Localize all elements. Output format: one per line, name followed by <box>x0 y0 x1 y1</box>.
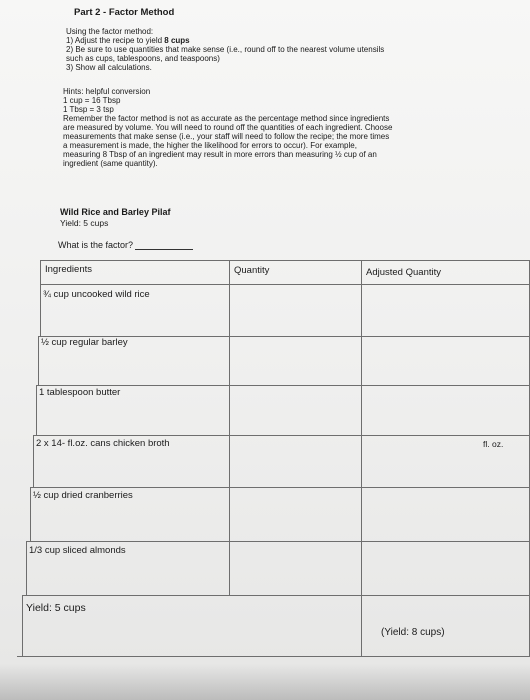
adjusted-cell-cranberries[interactable] <box>362 488 528 540</box>
header-adjusted-quantity: Adjusted Quantity <box>366 267 441 278</box>
table-border-left <box>26 541 27 595</box>
recipe-name: Wild Rice and Barley Pilaf <box>60 207 171 217</box>
table-border-left <box>40 260 41 336</box>
adjusted-cell-wild-rice[interactable] <box>362 285 528 335</box>
table-yield-original: Yield: 5 cups <box>26 602 86 614</box>
conversion-cup: 1 cup = 16 Tbsp <box>63 96 121 105</box>
hints-note-line: Remember the factor method is not as accurate as the percentage method since ingredients <box>63 114 390 123</box>
table-border-left <box>36 385 37 435</box>
recipe-yield: Yield: 5 cups <box>60 218 109 228</box>
hints-note-line: measuring 8 Tbsp of an ingredient may result in more errors than measuring ½ cup of an <box>63 150 377 159</box>
table-border-bottom <box>17 656 530 657</box>
table-border-left <box>30 487 31 541</box>
ingredient-wild-rice: ¾ cup uncooked wild rice <box>43 289 150 300</box>
adjusted-cell-chicken-broth[interactable] <box>362 436 478 486</box>
instructions-step-1: 1) Adjust the recipe to yield 8 cups <box>66 36 190 45</box>
table-border-left <box>33 435 34 487</box>
adjusted-unit-chicken-broth: fl. oz. <box>483 439 504 449</box>
quantity-cell-barley[interactable] <box>230 337 360 384</box>
instructions-intro: Using the factor method: <box>66 27 154 36</box>
instructions-step-2b: such as cups, tablespoons, and teaspoons) <box>66 54 220 63</box>
instructions-step-2a: 2) Be sure to use quantities that make sense (i.e., round off to the nearest volume utensils <box>66 45 385 54</box>
header-ingredients: Ingredients <box>45 264 93 275</box>
ingredient-barley: ½ cup regular barley <box>41 337 128 348</box>
target-yield: 8 cups <box>164 36 190 45</box>
instructions <box>66 27 384 72</box>
ingredient-cranberries: ½ cup dried cranberries <box>33 490 133 501</box>
hints-note-line: ingredient (same quantity). <box>63 159 158 168</box>
hints-heading: Hints: helpful conversion <box>63 87 151 96</box>
hints-note-line: a measurement is made, the higher the likelihood for errors to occur). For example, <box>63 141 357 150</box>
page-title: Part 2 - Factor Method <box>74 7 175 18</box>
adjusted-cell-barley[interactable] <box>362 337 528 384</box>
adjusted-cell-butter[interactable] <box>362 386 528 434</box>
hints-note-line: measurements that make sense (i.e., your staff will need to follow the recipe; the more times <box>63 132 390 141</box>
instructions-step-3: 3) Show all calculations. <box>66 63 152 72</box>
table-border-top <box>40 260 530 261</box>
quantity-cell-butter[interactable] <box>230 386 360 434</box>
conversion-tbsp: 1 Tbsp = 3 tsp <box>63 105 114 114</box>
quantity-cell-wild-rice[interactable] <box>230 285 360 335</box>
ingredient-almonds: 1/3 cup sliced almonds <box>29 545 126 556</box>
quantity-cell-cranberries[interactable] <box>230 488 360 540</box>
ingredient-chicken-broth: 2 x 14- fl.oz. cans chicken broth <box>36 438 170 449</box>
hints <box>63 87 392 168</box>
header-quantity: Quantity <box>234 265 270 276</box>
quantity-cell-chicken-broth[interactable] <box>230 436 360 486</box>
table-border-left <box>22 595 23 656</box>
page-shadow <box>0 664 530 700</box>
quantity-cell-almonds[interactable] <box>230 542 360 594</box>
table-border-left <box>38 336 39 385</box>
hints-note-line: are measured by volume. You will need to round off the quantities of each ingredient. Choose <box>63 123 393 132</box>
factor-question: What is the factor? <box>58 240 193 250</box>
ingredient-butter: 1 tablespoon butter <box>39 387 121 398</box>
adjusted-cell-almonds[interactable] <box>362 542 528 594</box>
table-yield-adjusted: (Yield: 8 cups) <box>381 627 445 638</box>
table-row-divider <box>22 595 530 596</box>
factor-answer-blank[interactable] <box>135 240 193 250</box>
